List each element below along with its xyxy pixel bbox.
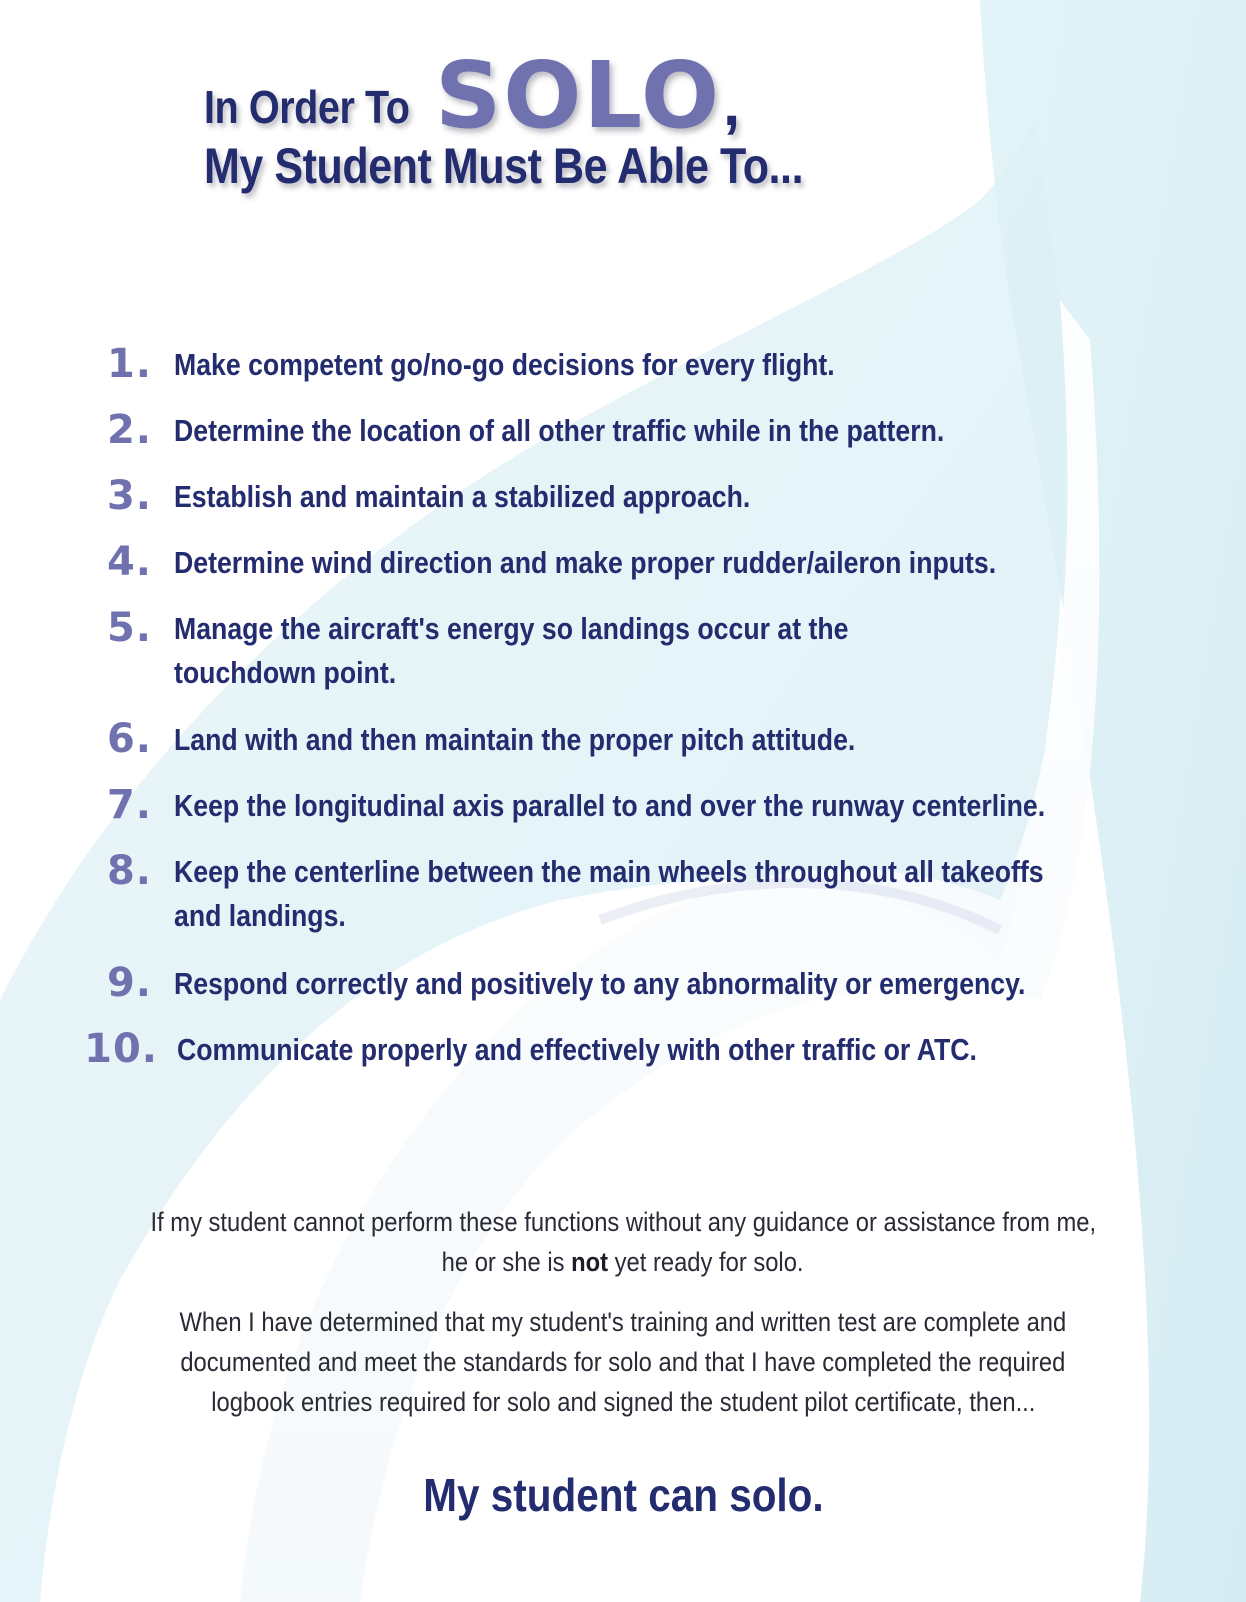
readiness-line-2 [442, 1242, 804, 1282]
readiness-line-2-before: he or she is [442, 1247, 565, 1277]
item-text: Respond correctly and positively to any abnormality or emergency. [174, 966, 1026, 1001]
item-text: Keep the longitudinal axis parallel to and over the runway centerline. [174, 788, 1046, 823]
item-number: 6. [106, 716, 152, 762]
item-number: 3. [106, 473, 152, 519]
determination-line-3: logbook entries required for solo and signed the student pilot certificate, then... [210, 1387, 1036, 1417]
item-number: 2. [106, 407, 152, 453]
title-line-1 [204, 42, 901, 149]
determination-line-1: When I have determined that my student's training and written test are complete and [179, 1307, 1067, 1337]
item-text: Land with and then maintain the proper pitch attitude. [174, 722, 856, 757]
item-number: 1. [106, 341, 152, 387]
item-text: Manage the aircraft's energy so landings occur at the [174, 611, 849, 646]
readiness-not-emphasis: not [571, 1247, 609, 1277]
determination-line-2: documented and meet the standards for solo and that I have completed the required [180, 1347, 1066, 1377]
closing-text: My student can solo. [422, 1469, 824, 1521]
item-text: Keep the centerline between the main wheels throughout all takeoffs [174, 854, 1044, 889]
item-text: Communicate properly and effectively with other traffic or ATC. [177, 1032, 977, 1067]
item-number: 5. [106, 605, 152, 651]
page-title [204, 44, 901, 194]
item-number: 9. [106, 960, 152, 1006]
title-solo-emphasis: SOLO [435, 42, 722, 149]
closing-statement [0, 1467, 1246, 1523]
item-number: 8. [106, 848, 152, 894]
item-text: Determine the location of all other traffic while in the pattern. [174, 413, 945, 448]
item-number: 4. [106, 539, 152, 585]
item-text-continued: and landings. [174, 898, 346, 933]
readiness-paragraph [0, 1202, 1246, 1282]
readiness-line-2-after: yet ready for solo. [615, 1247, 804, 1277]
determination-paragraph [0, 1302, 1246, 1422]
item-number: 7. [106, 782, 152, 828]
title-comma: , [723, 70, 740, 139]
item-text: Determine wind direction and make proper rudder/aileron inputs. [174, 545, 997, 580]
title-prefix: In Order To [204, 81, 410, 133]
item-text: Establish and maintain a stabilized approach. [174, 479, 751, 514]
item-text: Make competent go/no-go decisions for every flight. [174, 347, 835, 382]
title-line-2: My Student Must Be Able To... [204, 138, 804, 194]
readiness-line-1: If my student cannot perform these functions without any guidance or assistance from me, [150, 1207, 1096, 1237]
item-number: 10. [84, 1026, 158, 1072]
item-text-continued: touchdown point. [174, 655, 397, 690]
